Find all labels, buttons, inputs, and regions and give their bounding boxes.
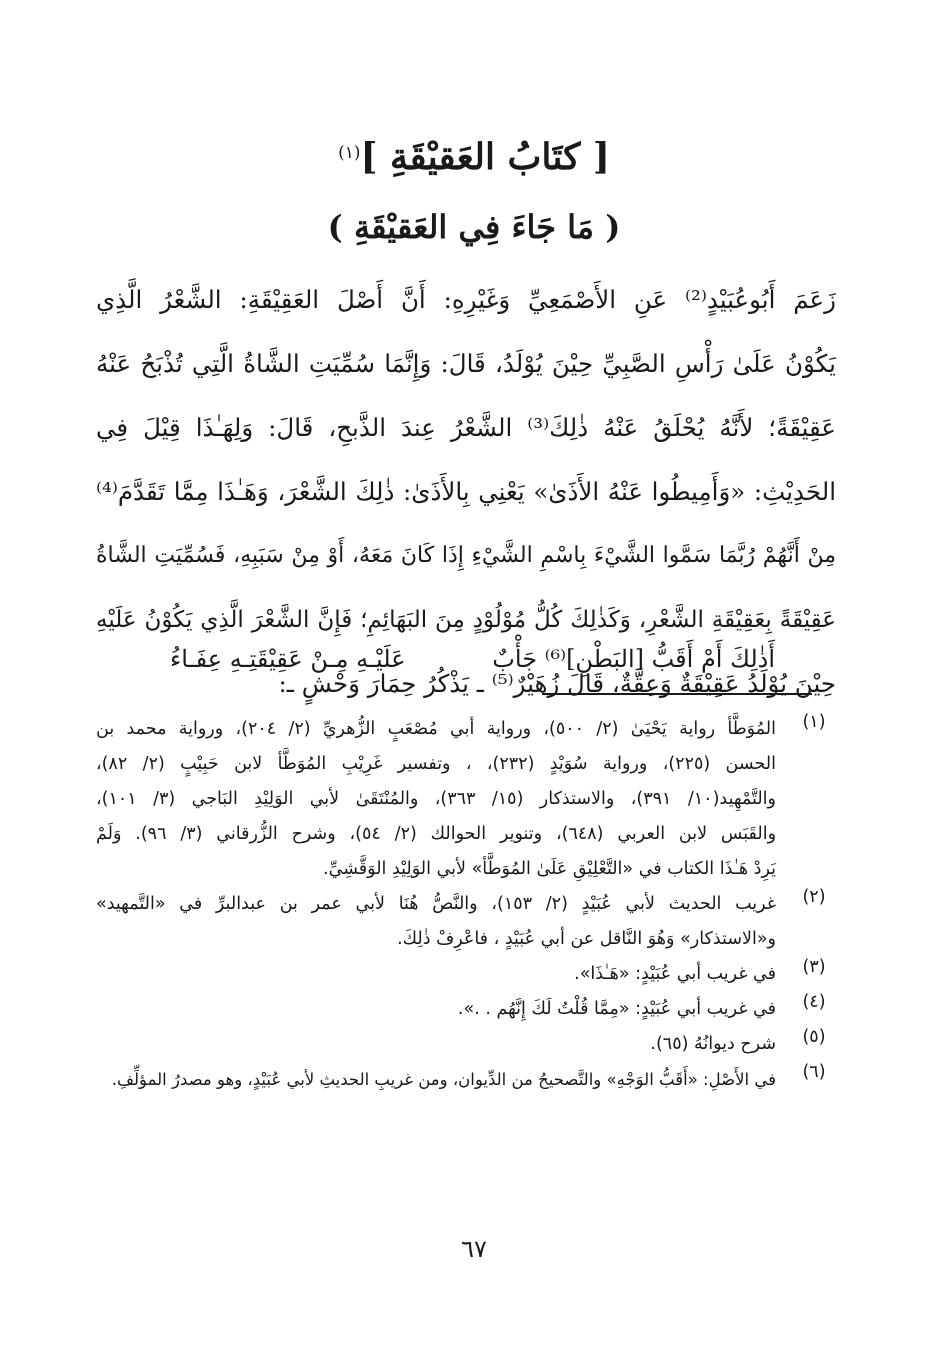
- footnote-line: في الأَصْلِ: «أَقَبُّ الوَجْهِ» والتَّصحيحُ من الدِّيوان، ومن غريبِ الحديثِ لأبي عُبَيْدٍ، وهو مصدرُ المؤلِّفِ.: [111, 1070, 776, 1089]
- body-line: زَعَمَ أَبُوعُبَيْدٍ⁽²⁾ عَنِ الأَصْمَعِيِّ وَغَيْرِهِ: أَنَّ أَصْلَ العَقِيْقَةِ: الشَّعْرُ الَّذِي: [96, 285, 837, 314]
- footnote-line: غريب الحديث لأبي عُبَيْدٍ (٢/ ١٥٣)، والنَّصُّ هُنَا لأبي عمر بن عبدالبرِّ في «التَّمهيد»: [96, 894, 776, 914]
- footnote-line: الحسن (٢٢٥)، ورواية سُوَيْدٍ (٢٣٢)، ، وتفسير غَرِيْبِ المُوَطَّأ لابن حَبِيْبٍ (٢/ ٨٢)،: [96, 754, 776, 774]
- verse-first-hemistich: أَذٰلِكَ أَمْ أَقَبُّ [البَطْنِ]⁽⁶⁾ جَأْبٌ: [492, 645, 775, 673]
- chapter-title-text: [ كتَابُ العَقيْقَةِ ]: [360, 136, 610, 178]
- footnote-number: (١): [802, 712, 826, 732]
- footnote-line: و«الاستذكار» وَهُوَ النَّاقل عن أبي عُبَيْدٍ ، فاعْرِفْ ذٰلِكَ.: [397, 929, 776, 949]
- body-line: يَكُوْنُ عَلَىٰ رَأْسِ الصَّبِيِّ حِيْنَ يُوْلَدُ، قَالَ: وَإِنَّمَا سُمِّيَتِ الشَّاةُ الَّتِي تُذْبَحُ عَنْهُ: [96, 349, 836, 378]
- footnote-number: (٦): [802, 1062, 826, 1082]
- footnote-1: [96, 712, 836, 887]
- footnote-number: (٤): [802, 992, 826, 1012]
- footnote-number: (٢): [802, 887, 826, 907]
- footnote-line: المُوَطَّأ رواية يَحْيَىٰ (٢/ ٥٠٠)، ورواية أبي مُصْعَبٍ الزُّهريِّ (٢/ ٢٠٤)، ورواية محمد بن: [96, 719, 776, 739]
- body-line: عَقِيْقَةً؛ لأَنَّهُ يُحْلَقُ عَنْهُ ذٰلِكَ⁽³⁾ الشَّعْرُ عِندَ الذَّبحِ، قَالَ: وَلِهَـٰذَا قِيْلَ فِي: [96, 413, 837, 442]
- footnote-line: في غريب أبي عُبَيْدٍ: «هَـٰذَا».: [574, 964, 776, 984]
- footnote-separator: [542, 693, 812, 695]
- footnote-line: والتَّمْهِيد(١٠/ ٣٩١)، والاستذكار (١٥/ ٣٦٣)، والمُنْتَقَىٰ لأبي الوَلِيْدِ البَاجي (٣/ ١٠١)،: [96, 789, 776, 809]
- title-footnote-ref: (١): [338, 143, 361, 163]
- page-number: ٦٧: [461, 1235, 487, 1263]
- chapter-title: [0, 132, 948, 182]
- poetry-verse: [170, 636, 775, 682]
- footnote-6: [96, 1062, 836, 1097]
- footnote-2: [96, 887, 836, 957]
- footnote-4: [96, 992, 836, 1027]
- footnote-number: (٣): [802, 957, 826, 977]
- section-title: ( مَا جَاءَ فِي العَقيْقَةِ ): [327, 208, 621, 246]
- verse-second-hemistich: عَلَيْـهِ مِـنْ عَقِيْقَتِـهِ عِفَـاءُ: [170, 645, 406, 673]
- footnote-line: في غريب أبي عُبَيْدٍ: «مِمَّا قُلْتُ لَكَ إِنَّهُم . .».: [457, 999, 776, 1019]
- body-line: الحَدِيْثِ: «وَأَمِيطُوا عَنْهُ الأَذَىٰ» يَعْنِي بِالأَذَىٰ: ذٰلِكَ الشَّعْرَ، وَهَـٰذَا مِمَّا تَقَدَّمَ⁽⁴⁾: [96, 477, 836, 506]
- body-line: عَقِيْقَةً بِعَقِيْقَةِ الشَّعْرِ، وَكَذٰلِكَ كُلُّ مُوْلُوْدٍ مِنَ البَهَائِمِ؛ فَإِنَّ الشَّعْرَ الَّذِي يَكُوْنُ عَلَيْهِ: [96, 607, 836, 633]
- footnote-line: والقَبَس لابن العربي (٦٤٨)، وتنوير الحوالك (٢/ ٥٤)، وشرح الزُّرقاني (٣/ ٩٦). وَلَمْ: [96, 824, 777, 844]
- footnotes: [96, 712, 836, 1097]
- footnote-line: شرح ديوانُهُ (٦٥).: [650, 1034, 776, 1054]
- footnote-3: [96, 957, 836, 992]
- body-line: مِنْ أَنَّهُمْ رُبَّمَا سَمَّوا الشَّيْءَ بِاسْمِ الشَّيْءِ إِذَا كَانَ مَعَهُ، أَوْ مِنْ سَبَبِهِ، فَسُمِّيَتِ الشَّاةُ: [96, 543, 836, 568]
- footnote-line: يَرِدْ هَـٰذَا الكتاب في «التَّعْلِيْقِ عَلَىٰ المُوَطَّأ» لأبي الوَلِيْدِ الوَقَّشِيِّ.: [323, 859, 776, 879]
- body-line: حِيْنَ يُوْلَدُ عَقِيْقَةٌ وَعِقَّةٌ، قَالَ زُهَيْرٌ⁽⁵⁾ ـ يَذْكُرُ حِمَارَ وَحْشٍ ـ:: [278, 669, 836, 698]
- footnote-5: [96, 1027, 836, 1062]
- footnote-number: (٥): [802, 1027, 826, 1047]
